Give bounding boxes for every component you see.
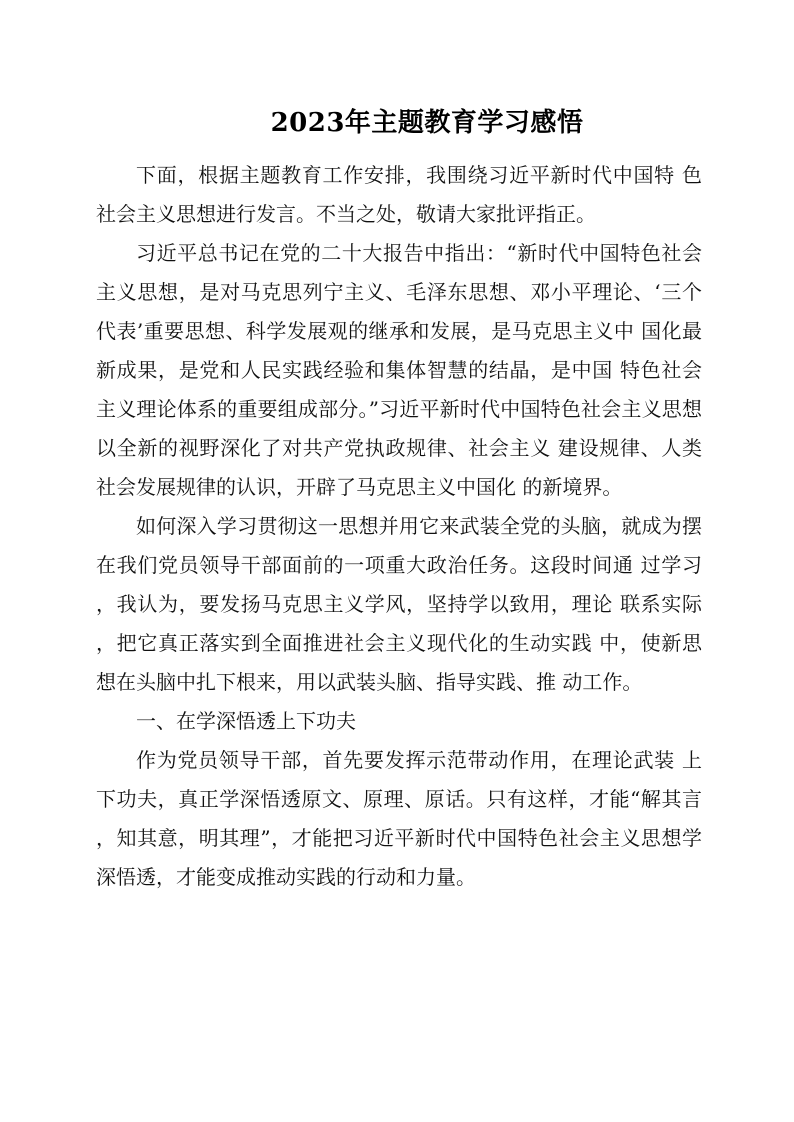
paragraph-intro: 下面，根据主题教育工作安排，我围绕习近平新时代中国特 色社会主义思想进行发言。不当之处，敬请大家批评指正。	[96, 163, 702, 226]
section-heading: 一、在学深悟透上下功夫	[136, 709, 356, 733]
document-body	[96, 156, 702, 897]
paragraph-report-quote: 习近平总书记在党的二十大报告中指出：“新时代中国特色社会主义思想，是对马克思列宁主义、毛泽东思想、邓小平理论、‘三个代表’重要思想、科学发展观的继承和发展，是马克思主义中 国化最新成果，是党和人民实践经验和集体智慧的结晶，是中国 特色社会主义理论体系的重要组成部分。”习近平新时代中国特色社会主义思想以全新的视野深化了对共产党执政规律、社会主义 建设规律、人类社会发展规律的认识，开辟了马克思主义中国化 的新境界。	[96, 241, 702, 499]
paragraph-study-task: 如何深入学习贯彻这一思想并用它来武装全党的头脑，就成为摆在我们党员领导干部面前的一项重大政治任务。这段时间通 过学习，我认为，要发扬马克思主义学风，坚持学以致用，理论 联系实际，把它真正落实到全面推进社会主义现代化的生动实践 中，使新思想在头脑中扎下根来，用以武装头脑、指导实践、推 动工作。	[96, 514, 702, 694]
document-title: 2023年主题教育学习感悟	[270, 108, 584, 138]
paragraph-section-one: 作为党员领导干部，首先要发挥示范带动作用，在理论武装 上下功夫，真正学深悟透原文、原理、原话。只有这样，才能“解其言，知其意，明其理”，才能把习近平新时代中国特色社会主义思想学深悟透，才能变成推动实践的行动和力量。	[96, 748, 702, 889]
